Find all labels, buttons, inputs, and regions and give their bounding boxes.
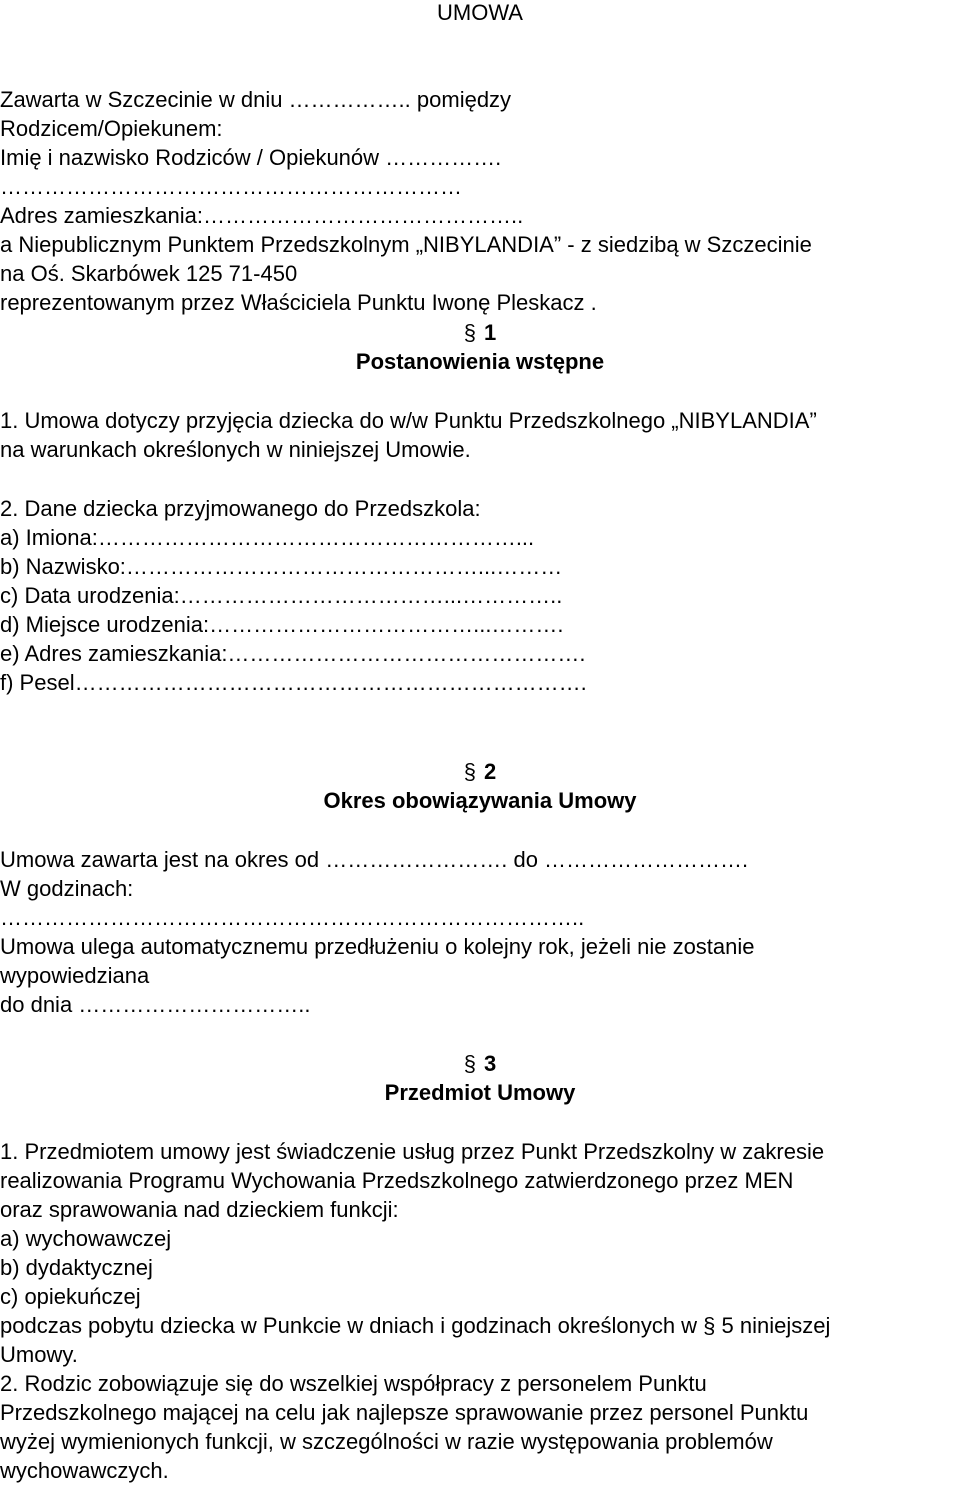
s3-line-12: wychowawczych.: [0, 1458, 169, 1483]
s1-field-miejsce-urodzenia: d) Miejsce urodzenia:………………………………...……….: [0, 612, 564, 637]
s3-line-2: realizowania Programu Wychowania Przedszkolnego zatwierdzonego przez MEN: [0, 1168, 794, 1193]
s1-field-imiona: a) Imiona:…………………………………………………...: [0, 525, 535, 550]
intro-line-5: Adres zamieszkania:……………………………………..: [0, 203, 524, 228]
s3-line-1: 1. Przedmiotem umowy jest świadczenie usług przez Punkt Przedszkolny w zakresie: [0, 1139, 825, 1164]
s1-line-2: na warunkach określonych w niniejszej Umowie.: [0, 437, 471, 462]
s2-line-4: Umowa ulega automatycznemu przedłużeniu o kolejny rok, jeżeli nie zostanie: [0, 934, 755, 959]
s1-line-3: 2. Dane dziecka przyjmowanego do Przedszkola:: [0, 496, 481, 521]
section-number: 1: [484, 320, 497, 345]
section-number: 2: [484, 759, 497, 784]
s2-line-1: Umowa zawarta jest na okres od ……………………. do ……………………….: [0, 847, 749, 872]
s3-line-6: c) opiekuńczej: [0, 1284, 141, 1309]
s2-line-5: wypowiedziana: [0, 963, 150, 988]
s3-line-3: oraz sprawowania nad dzieckiem funkcji:: [0, 1197, 399, 1222]
section-1-title: Postanowienia wstępne: [355, 349, 605, 374]
section-symbol: §: [463, 1051, 476, 1076]
s3-line-8: Umowy.: [0, 1342, 78, 1367]
section-1-number: [0, 318, 960, 347]
section-3-number: [0, 1049, 960, 1078]
intro-line-1: Zawarta w Szczecinie w dniu …………….. pomiędzy: [0, 87, 512, 112]
s1-field-adres: e) Adres zamieszkania:………………………………………….: [0, 641, 586, 666]
s3-line-11: wyżej wymienionych funkcji, w szczególności w razie występowania problemów: [0, 1429, 773, 1454]
s3-line-10: Przedszkolnego mającej na celu jak najlepsze sprawowanie przez personel Punktu: [0, 1400, 809, 1425]
s2-line-6: do dnia …………………………..: [0, 992, 311, 1017]
s2-line-2: W godzinach:: [0, 876, 134, 901]
section-number: 3: [484, 1051, 497, 1076]
document-title: UMOWA: [437, 0, 523, 25]
section-symbol: §: [463, 759, 476, 784]
s3-line-5: b) dydaktycznej: [0, 1255, 153, 1280]
s3-line-9: 2. Rodzic zobowiązuje się do wszelkiej współpracy z personelem Punktu: [0, 1371, 707, 1396]
intro-line-2: Rodzicem/Opiekunem:: [0, 116, 223, 141]
section-3-title: Przedmiot Umowy: [384, 1080, 576, 1105]
s1-line-1: 1. Umowa dotyczy przyjęcia dziecka do w/w Punktu Przedszkolnego „NIBYLANDIA”: [0, 408, 817, 433]
intro-line-4: ………………………………………………………: [0, 174, 462, 199]
s1-field-nazwisko: b) Nazwisko:…………………………………………...………: [0, 554, 563, 579]
s2-line-3: ……………………………………………………………………..: [0, 905, 585, 930]
s3-line-7: podczas pobytu dziecka w Punkcie w dniach i godzinach określonych w § 5 niniejszej: [0, 1313, 831, 1338]
section-2-number: [0, 757, 960, 786]
intro-line-8: reprezentowanym przez Właściciela Punktu Iwonę Pleskacz .: [0, 290, 597, 315]
s1-field-data-urodzenia: c) Data urodzenia:………………………………...…………..: [0, 583, 563, 608]
s1-field-pesel: f) Pesel…………………………………………………………….: [0, 670, 587, 695]
s3-line-4: a) wychowawczej: [0, 1226, 172, 1251]
intro-line-6: a Niepublicznym Punktem Przedszkolnym „NIBYLANDIA” - z siedzibą w Szczecinie: [0, 232, 812, 257]
section-symbol: §: [463, 320, 476, 345]
intro-line-7: na Oś. Skarbówek 125 71-450: [0, 261, 298, 286]
intro-line-3: Imię i nazwisko Rodziców / Opiekunów …………….: [0, 145, 502, 170]
section-2-title: Okres obowiązywania Umowy: [323, 788, 637, 813]
